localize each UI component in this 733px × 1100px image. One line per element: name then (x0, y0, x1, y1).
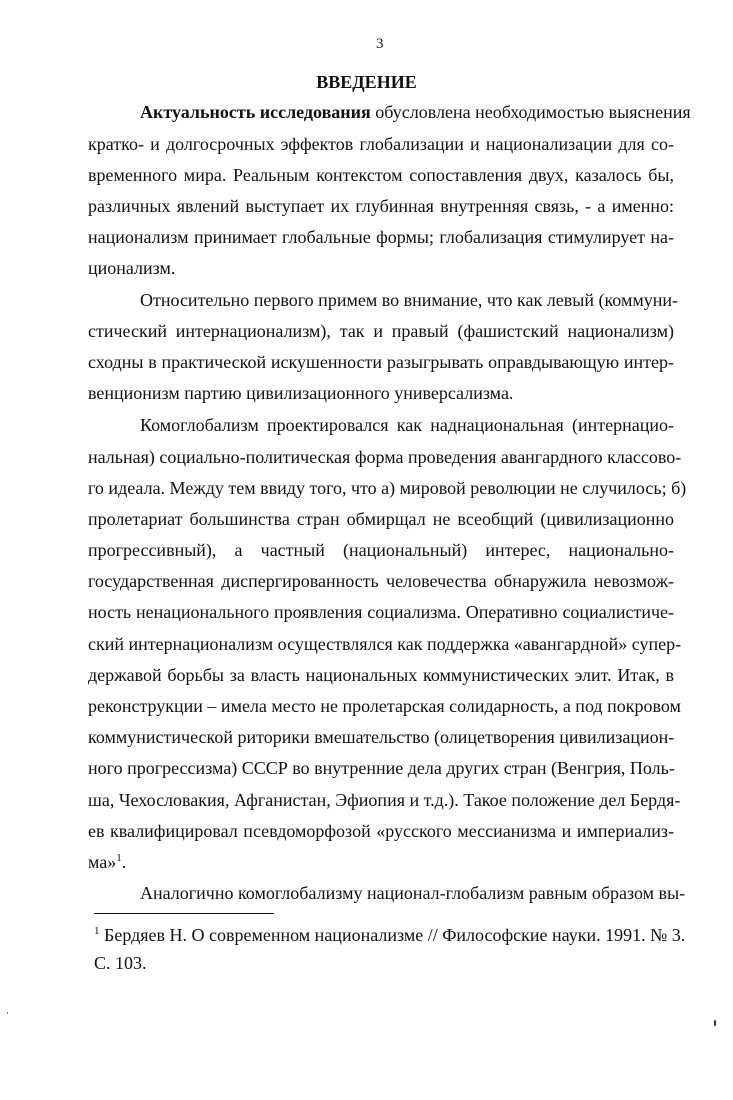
footnote-text: Бердяев Н. О современном национализме // Философские науки. 1991. № 3. (99, 925, 686, 945)
paragraph-line: ский интернационализм осуществлялся как поддержка «авангардной» супер- (88, 634, 682, 654)
footnote-marker: 1 (116, 852, 122, 864)
paragraph-line: Аналогично комоглобализму национал-глобализм равным образом вы- (140, 883, 686, 903)
paragraph-line: пролетариат большинства стран обмирщал не всеобщий (цивилизационно (88, 509, 674, 529)
paragraph-line: кратко- и долгосрочных эффектов глобализации и национализации для со- (88, 134, 674, 154)
scan-speck (7, 1012, 8, 1014)
paragraph-line: стический интернационализм), так и правый (фашистский национализм) (88, 321, 674, 341)
paragraph-line: национализм принимает глобальные формы; глобализация стимулирует на- (88, 227, 674, 247)
heading: ВВЕДЕНИЕ (316, 72, 417, 92)
paragraph-line: сходны в практической искушенности разыгрывать оправдывающую интер- (88, 352, 674, 372)
paragraph-line: временного мира. Реальным контекстом сопоставления двух, казалось бы, (88, 165, 674, 185)
scan-speck (714, 1020, 716, 1026)
paragraph-line: государственная диспергированность человечества обнаружила невозмож- (88, 571, 674, 591)
paragraph-line: реконструкции – имела место не пролетарская солидарность, а под покровом (88, 696, 681, 716)
paragraph-line: Относительно первого примем во внимание, что как левый (коммуни- (140, 290, 678, 310)
paragraph-line: Комоглобализм проектировался как наднациональная (интернацио- (140, 415, 674, 435)
footnote-line: С. 103. (94, 953, 147, 973)
paragraph-line: коммунистической риторики вмешательство (олицетворения цивилизацион- (88, 727, 675, 747)
footnote-number: 1 (94, 925, 100, 937)
paragraph-line: венционизм партию цивилизационного универсализма. (88, 383, 514, 403)
page-number: 3 (376, 36, 384, 52)
paragraph-line: различных явлений выступает их глубинная внутренняя связь, - а именно: (88, 196, 674, 216)
paragraph-line: ма»$^1$. (88, 852, 127, 872)
paragraph-line: ша, Чехословакия, Афганистан, Эфиопия и т.д.). Такое положение дел Бердя- (88, 790, 681, 810)
footnote-line (94, 924, 686, 946)
line-text: ма» (88, 852, 117, 872)
paragraph-line: го идеала. Между тем ввиду того, что а) мировой революции не случилось; б) (88, 478, 687, 498)
lead-bold: Актуальность исследования (140, 102, 371, 122)
footnote-rule (94, 913, 274, 914)
line-text: обусловлена необходимостью выяснения (370, 102, 691, 122)
paragraph-line (140, 101, 691, 123)
paragraph-line: ев квалифицировал псевдоморфозой «русского мессианизма и империализ- (88, 821, 674, 841)
paragraph-line: прогрессивный), а частный (национальный) интерес, национально- (88, 540, 674, 560)
paragraph-line: державой борьбы за власть национальных коммунистических элит. Итак, в (88, 665, 674, 685)
paragraph-line: нальная) социально-политическая форма проведения авангардного классово- (88, 447, 682, 467)
paragraph-line: ного прогрессизма) СССР во внутренние дела других стран (Венгрия, Поль- (88, 758, 675, 778)
paragraph-line: ционализм. (88, 258, 176, 278)
paragraph-line: ность ненационального проявления социализма. Оперативно социалистиче- (88, 602, 674, 622)
